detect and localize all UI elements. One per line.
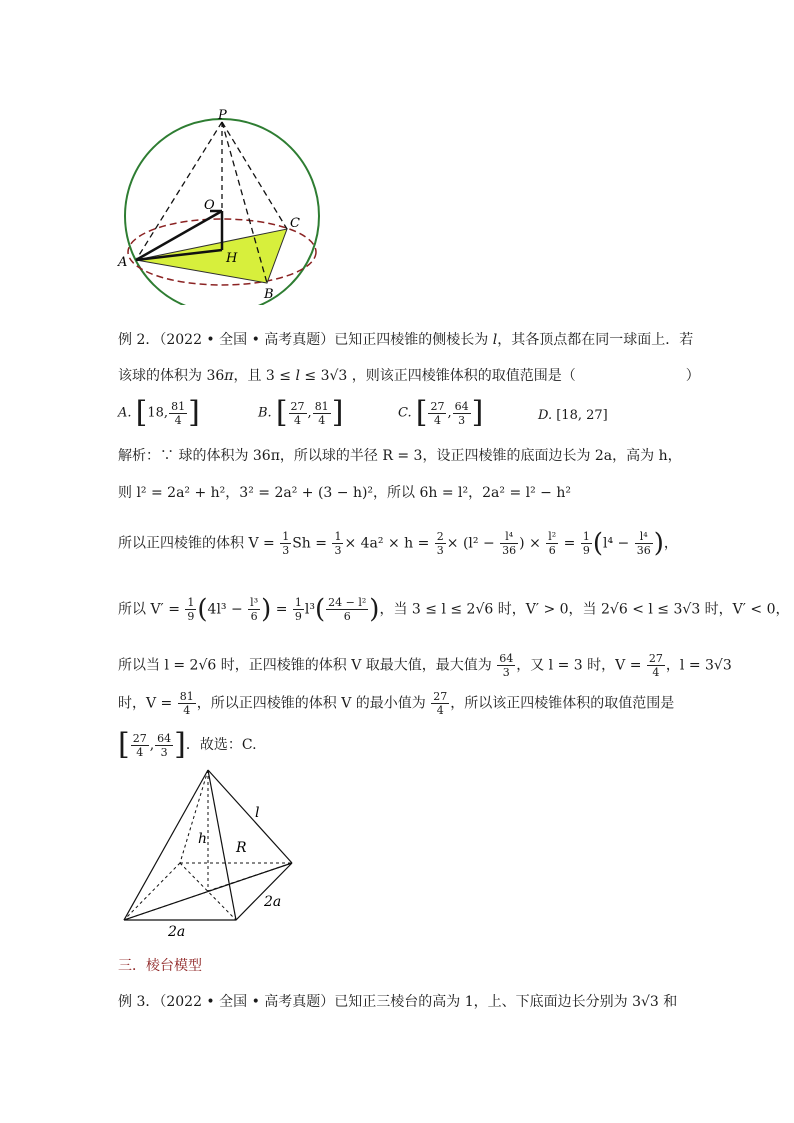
label-h: h — [198, 831, 208, 847]
option-D[interactable]: D. [18, 27] — [538, 408, 608, 423]
solution-line7: [ $\frac{27}{4}$ , $\frac{64}{3}$ ]．故选：C. — [118, 727, 257, 762]
solution-line2: 则 l² = 2a² + h²，3² = 2a² + (3 − h)²，所以 6h = l²，2a² = l² − h² — [118, 485, 571, 501]
example2-line1: 例 2．（2022 • 全国 • 高考真题）已知正四棱锥的侧棱长为 l，其各顶点都在同一球面上．若 — [118, 332, 694, 348]
example3-line1: 例 3．（2022 • 全国 • 高考真题）已知正三棱台的高为 1，上、下底面边长分别为 3√3 和 — [118, 994, 678, 1010]
solution-line4: 所以 V′ = $\frac{1}{9}$ (4l³ − $\frac{\text{l³}}{6}$ ) = $\frac{1}{9}$ l³( $\frac{\text{24 − l²}}{6}$ )，当 3 ≤ l ≤ 2√6 时，V′ > 0，当 2√6 < l ≤ 3√3 时，V′ < 0， — [118, 594, 790, 625]
option-A[interactable]: A. [18, $\frac{81}{4}$ ] — [118, 395, 200, 430]
label-P: P — [218, 108, 227, 123]
label-O: O — [204, 198, 215, 213]
example2-line2: 该球的体积为 36π，且 3 ≤ l ≤ 3√3 ，则该正四棱锥体积的取值范围是（ ） — [118, 368, 700, 384]
label-H: H — [226, 251, 238, 266]
square-pyramid-figure — [118, 764, 318, 944]
solution-line3: 所以正四棱锥的体积 V = $\frac{1}{3}$ Sh = $\frac{1}{3}$ × 4a² × h = $\frac{2}{3}$ × (l² − $\frac{\text{l⁴}}{36}$ ) × $\frac{\text{l²}}{6}$ = $\frac{1}{9}$ (l⁴ − $\frac{\text{l⁴}}{36}$ )， — [118, 528, 678, 559]
label-B: B — [264, 287, 274, 302]
option-C[interactable]: C. [ $\frac{27}{4}$ , $\frac{64}{3}$ ] — [398, 395, 484, 430]
label-l: l — [255, 805, 260, 821]
label-C: C — [290, 216, 300, 231]
solution-line6: 时，V = $\frac{81}{4}$ ，所以正四棱锥的体积 V 的最小值为 $\frac{27}{4}$ ，所以该正四棱锥体积的取值范围是 — [118, 690, 675, 717]
label-2a-right: 2a — [264, 894, 282, 910]
label-2a-bottom: 2a — [168, 924, 186, 940]
label-A: A — [118, 255, 128, 270]
section-title: 三．棱台模型 — [118, 958, 202, 974]
option-B[interactable]: B. [ $\frac{27}{4}$ , $\frac{81}{4}$ ] — [258, 395, 344, 430]
solution-line1: 解析：∵ 球的体积为 36π，所以球的半径 R = 3，设正四棱锥的底面边长为 2a，高为 h， — [118, 448, 682, 464]
sphere-pyramid-figure — [112, 105, 332, 305]
label-R: R — [236, 840, 247, 856]
base-triangle-face — [136, 229, 287, 283]
solution-line5: 所以当 l = 2√6 时，正四棱锥的体积 V 取最大值，最大值为 $\frac{64}{3}$ ，又 l = 3 时，V = $\frac{27}{4}$ ，l = 3√3 — [118, 652, 732, 679]
